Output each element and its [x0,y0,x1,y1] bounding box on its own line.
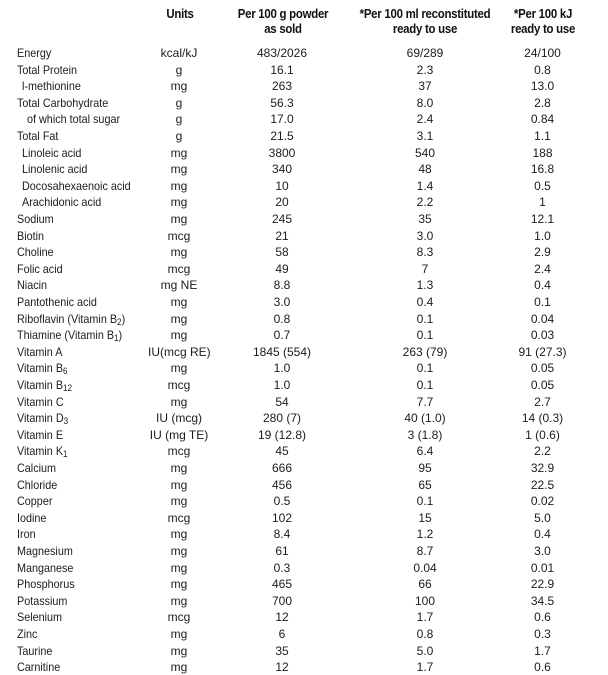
per-100ml-cell: 1.4 [416,178,434,193]
nutrient-name [17,394,64,410]
per-100kj-cell: 2.7 [534,394,551,409]
per-100g-cell: 10 [275,178,289,193]
per-100ml-cell: 69/289 [406,46,444,60]
per-100ml-cell: 0.1 [416,361,434,376]
header-per-100kj [495,6,592,36]
unit-cell: mg [170,245,188,260]
per-100ml-cell: 8.0 [416,95,434,110]
nutrient-name-text: Folic acid [17,261,63,276]
per-100kj-cell: 13.0 [530,79,555,94]
per-100ml-cell: 66 [418,577,432,592]
per-100ml-cell: 1.7 [416,610,434,625]
unit-cell: mg [170,593,188,608]
per-100kj-cell: 0.01 [530,560,555,575]
unit-cell: mg [170,477,188,492]
header-per-100kj-line2: ready to use [510,21,576,36]
nutrient-name [17,576,75,592]
table-row [0,477,608,493]
unit-cell: g [175,112,183,127]
nutrient-name [22,78,81,94]
nutrient-name-text: Zinc [17,627,38,641]
per-100kj-cell: 1.0 [534,228,551,243]
nutrient-name-text: Choline [17,245,54,260]
unit-cell: g [175,62,183,77]
nutrient-name-subscript: 1 [63,449,68,460]
table-row [0,45,608,61]
nutrient-name-text: Magnesium [17,544,73,558]
unit-cell: mg [170,178,188,193]
nutrient-name-text: Vitamin E [17,427,64,442]
per-100ml-cell: 35 [418,212,432,226]
table-row [0,62,608,78]
per-100ml-cell: 1.3 [416,278,434,293]
per-100g-cell: 21.5 [270,129,294,143]
per-100g-cell: 6 [278,627,286,641]
unit-cell: mg [170,361,188,376]
per-100kj-cell: 0.1 [534,295,551,309]
unit-cell: mg [170,145,188,160]
per-100ml-cell: 2.2 [416,195,434,210]
nutrient-name-text: Total Protein [17,62,78,77]
unit-cell: mg [170,162,188,177]
per-100kj-cell: 14 (0.3) [521,411,564,426]
per-100ml-cell: 3.0 [416,228,434,243]
nutrient-name-text: Thiamine (Vitamin B [17,328,115,343]
table-row [0,194,608,210]
table-row [0,543,608,559]
table-row [0,311,608,327]
per-100ml-cell: 7 [421,261,429,276]
per-100g-cell: 8.8 [273,278,291,293]
per-100kj-cell: 2.2 [534,444,551,459]
per-100g-cell: 3800 [268,145,296,160]
table-row [0,78,608,94]
per-100g-cell: 54 [275,394,289,409]
nutrient-name [22,194,101,210]
unit-cell: mcg [167,510,191,525]
unit-cell: mg [170,544,188,558]
per-100ml-cell: 2.3 [416,62,434,77]
nutrient-name-subscript: 6 [63,366,68,377]
per-100ml-cell: 0.04 [413,560,437,575]
table-row [0,377,608,393]
per-100kj-cell: 1 [539,195,546,210]
nutrient-name-text: Carnitine [17,660,61,675]
nutrient-name [17,609,62,625]
header-per-100g-powder [221,6,346,36]
nutrient-name [22,145,81,161]
nutrient-name-subscript: 2 [117,316,122,327]
per-100g-cell: 35 [275,643,289,658]
per-100g-cell: 58 [275,245,289,260]
per-100g-cell: 666 [271,461,293,475]
per-100kj-cell: 0.3 [534,627,551,641]
per-100ml-cell: 6.4 [416,444,434,459]
per-100g-cell: 0.3 [273,560,291,575]
nutrient-name [17,244,54,260]
per-100ml-cell: 0.1 [416,494,434,509]
unit-cell: kcal/kJ [160,46,198,60]
nutrient-name [17,410,68,426]
nutrient-name [17,311,125,327]
per-100ml-cell: 0.1 [416,378,434,392]
per-100kj-cell: 12.1 [530,212,555,226]
table-row [0,327,608,343]
per-100kj-cell: 0.6 [534,610,551,625]
nutrient-name-text: Biotin [17,228,45,243]
nutrient-name-text: Linoleic acid [22,145,82,160]
unit-cell: mg [170,577,188,592]
per-100kj-cell: 2.9 [534,245,551,260]
per-100g-cell: 12 [275,660,289,675]
per-100ml-cell: 3 (1.8) [407,427,443,442]
nutrient-name-text: Vitamin B [17,361,64,376]
unit-cell: mg [170,394,188,409]
per-100g-cell: 12 [275,610,289,625]
per-100kj-cell: 0.4 [534,527,551,542]
table-row [0,593,608,609]
nutrient-name-suffix: ) [121,311,126,326]
per-100g-cell: 1.0 [273,361,291,376]
table-row [0,576,608,592]
per-100kj-cell: 0.8 [534,62,551,77]
nutrient-name-text: Riboflavin (Vitamin B [17,311,118,326]
nutrient-name-subscript: 3 [63,416,69,427]
nutrient-name-text: l-methionine [22,79,81,94]
nutrient-name [17,327,122,343]
per-100kj-cell: 1.1 [534,129,551,143]
nutrient-name [17,294,97,310]
unit-cell: IU (mcg) [156,411,202,426]
per-100g-cell: 102 [271,510,293,525]
per-100kj-cell: 3.0 [534,544,551,558]
unit-cell: mg [170,328,188,343]
table-row [0,145,608,161]
nutrient-name-text: Vitamin D [17,411,64,426]
unit-cell: IU(mcg RE) [148,344,211,359]
nutrient-name [17,560,73,576]
nutrient-name [17,228,44,244]
nutrient-name-text: Vitamin C [17,394,64,409]
table-row [0,493,608,509]
per-100kj-cell: 5.0 [534,510,551,525]
table-row [0,626,608,642]
per-100g-cell: 21 [275,228,289,243]
table-row [0,394,608,410]
unit-cell: mg [170,643,188,658]
table-row [0,643,608,659]
table-row [0,410,608,426]
unit-cell: mg [170,295,188,309]
per-100g-cell: 245 [271,212,293,226]
table-row [0,178,608,194]
header-per-100ml-line1: *Per 100 ml reconstituted [359,6,491,21]
table-row [0,609,608,625]
per-100g-cell: 19 (12.8) [257,427,307,442]
nutrient-name [17,62,77,78]
nutrient-name [17,443,68,459]
unit-cell: mg [170,195,188,210]
unit-cell: mcg [167,261,191,276]
per-100g-cell: 1845 (554) [252,344,312,359]
unit-cell: mg [170,660,188,675]
per-100g-cell: 16.1 [270,62,294,77]
nutrient-name-text: Arachidonic acid [22,195,102,210]
table-row [0,261,608,277]
per-100g-cell: 0.8 [273,311,291,326]
per-100kj-cell: 0.6 [534,660,551,675]
unit-cell: g [175,95,183,110]
nutrient-name [17,211,54,227]
table-row [0,344,608,360]
per-100kj-cell: 34.5 [530,593,555,608]
per-100g-cell: 0.5 [273,494,291,509]
per-100kj-cell: 1 (0.6) [525,427,560,442]
per-100kj-cell: 2.8 [534,95,551,110]
per-100ml-cell: 100 [414,593,436,608]
table-row [0,211,608,227]
table-row [0,460,608,476]
per-100kj-cell: 91 (27.3) [518,344,567,359]
per-100kj-cell: 16.8 [530,162,555,177]
header-units-label: Units [166,6,194,21]
nutrient-name [17,526,36,542]
nutrient-name-text: Total Fat [17,129,59,143]
per-100ml-cell: 8.3 [416,245,434,260]
per-100g-cell: 280 (7) [262,411,302,426]
header-per-100g-line2: as sold [264,21,302,36]
per-100kj-cell: 0.03 [530,328,555,343]
per-100kj-cell: 0.02 [530,494,555,509]
per-100g-cell: 17.0 [270,112,294,127]
nutrient-name-subscript: 12 [63,383,73,393]
nutrient-name [17,543,73,559]
table-row [0,510,608,526]
per-100ml-cell: 48 [418,162,432,177]
unit-cell: g [175,129,183,143]
nutrient-name-text: Total Carbohydrate [17,95,109,110]
unit-cell: IU (mg TE) [149,427,209,442]
per-100ml-cell: 5.0 [416,643,434,658]
per-100kj-cell: 32.9 [530,461,555,475]
per-100ml-cell: 37 [418,79,432,94]
per-100g-cell: 340 [271,162,293,177]
unit-cell: mg [170,212,188,226]
per-100g-cell: 700 [271,593,293,608]
per-100ml-cell: 15 [418,510,432,525]
nutrient-name-subscript: 1 [114,333,119,344]
nutrient-name-text: Manganese [17,560,74,575]
unit-cell: mcg [167,378,191,392]
per-100kj-cell: 0.05 [530,361,555,376]
nutrient-name [22,178,131,194]
per-100kj-cell: 188 [532,145,553,160]
nutrient-name [17,427,63,443]
per-100ml-cell: 8.7 [416,544,434,558]
unit-cell: mcg [167,444,191,459]
nutrient-name-text: Vitamin A [17,344,63,359]
per-100kj-cell: 0.84 [530,112,555,127]
nutrient-name-text: Potassium [17,593,68,608]
per-100g-cell: 56.3 [270,95,294,110]
per-100g-cell: 465 [271,577,293,592]
per-100kj-cell: 0.04 [530,311,555,326]
per-100ml-cell: 95 [418,461,432,475]
unit-cell: mg [170,627,188,641]
nutrient-name-text: Selenium [17,610,63,625]
nutrient-name [17,45,51,61]
per-100ml-cell: 1.7 [416,660,434,675]
per-100g-cell: 456 [271,477,293,492]
per-100g-cell: 61 [275,544,289,558]
per-100g-cell: 1.0 [273,378,291,392]
table-row [0,294,608,310]
per-100ml-cell: 0.1 [416,311,434,326]
nutrient-name [27,111,120,127]
nutrient-name-text: Calcium [17,461,57,475]
per-100ml-cell: 2.4 [416,112,434,127]
unit-cell: mg [170,560,188,575]
nutrient-name [17,360,68,376]
nutrient-name-text: Niacin [17,278,48,293]
unit-cell: mg [170,461,188,475]
header-per-100ml-line2: ready to use [392,21,458,36]
nutrient-name-text: of which total sugar [27,112,121,127]
table-row [0,443,608,459]
nutrient-name-suffix: ) [118,328,123,343]
per-100kj-cell: 2.4 [534,261,551,276]
per-100ml-cell: 540 [414,145,436,160]
unit-cell: mg [170,527,188,542]
nutrient-name-text: Linolenic acid [22,162,88,177]
per-100g-cell: 49 [275,261,289,276]
nutrient-name-text: Energy [17,46,52,60]
per-100ml-cell: 40 (1.0) [404,411,446,426]
table-row [0,228,608,244]
per-100g-cell: 483/2026 [256,46,308,60]
nutrient-name [17,493,52,509]
table-row [0,128,608,144]
nutrient-name [17,593,67,609]
unit-cell: mg [170,311,188,326]
per-100ml-cell: 1.2 [416,527,434,542]
per-100g-cell: 263 [271,79,293,94]
nutrient-name-text: Sodium [17,212,54,226]
per-100kj-cell: 1.7 [534,643,551,658]
per-100kj-cell: 24/100 [524,46,561,60]
per-100kj-cell: 0.5 [534,178,551,193]
per-100ml-cell: 65 [418,477,432,492]
nutrient-name [17,643,52,659]
header-per-100ml-reconstituted [341,6,508,36]
per-100g-cell: 45 [275,444,289,459]
nutrient-name-text: Vitamin K [17,444,64,459]
nutrient-name [17,460,56,476]
unit-cell: mcg [167,228,191,243]
table-row [0,360,608,376]
per-100ml-cell: 0.8 [416,627,434,641]
nutrient-name [17,377,72,393]
nutrient-name-text: Phosphorus [17,577,75,592]
nutrient-name-text: Copper [17,494,53,509]
per-100ml-cell: 7.7 [416,394,434,409]
table-row [0,427,608,443]
table-row [0,95,608,111]
nutrient-name [17,344,62,360]
table-row [0,161,608,177]
nutrient-name [22,161,87,177]
nutrient-name [17,277,47,293]
unit-cell: mcg [167,610,191,625]
unit-cell: mg [170,494,188,509]
per-100kj-cell: 22.9 [530,577,555,592]
nutrient-name [17,261,63,277]
unit-cell: mg NE [160,278,198,293]
per-100ml-cell: 0.4 [416,295,434,309]
per-100g-cell: 0.7 [273,328,291,343]
nutrient-name [17,477,57,493]
unit-cell: mg [170,79,188,94]
table-row [0,277,608,293]
nutrient-name [17,95,108,111]
nutrient-name-text: Iodine [17,510,47,525]
header-units [154,6,207,21]
per-100ml-cell: 0.1 [416,328,434,343]
per-100ml-cell: 3.1 [416,129,434,143]
nutrient-name-text: Taurine [17,643,53,658]
nutrient-name [17,626,37,642]
table-row [0,244,608,260]
header-per-100g-line1: Per 100 g powder [237,6,329,21]
nutrient-name-text: Vitamin B [17,378,64,392]
nutrient-name-text: Iron [17,527,36,542]
per-100kj-cell: 22.5 [530,477,555,492]
per-100kj-cell: 0.05 [530,378,555,392]
nutrient-name [17,128,58,144]
header-per-100kj-line1: *Per 100 kJ [513,6,573,21]
nutrient-name-text: Pantothenic acid [17,295,97,309]
nutrient-name-text: Chloride [17,477,58,492]
per-100kj-cell: 0.4 [534,278,551,293]
nutrient-name [17,510,46,526]
table-row [0,560,608,576]
per-100ml-cell: 263 (79) [402,344,448,359]
nutrient-name-text: Docosahexaenoic acid [22,178,131,193]
table-row [0,526,608,542]
per-100g-cell: 8.4 [273,527,291,542]
per-100g-cell: 3.0 [273,295,291,309]
table-row [0,111,608,127]
per-100g-cell: 20 [275,195,289,210]
